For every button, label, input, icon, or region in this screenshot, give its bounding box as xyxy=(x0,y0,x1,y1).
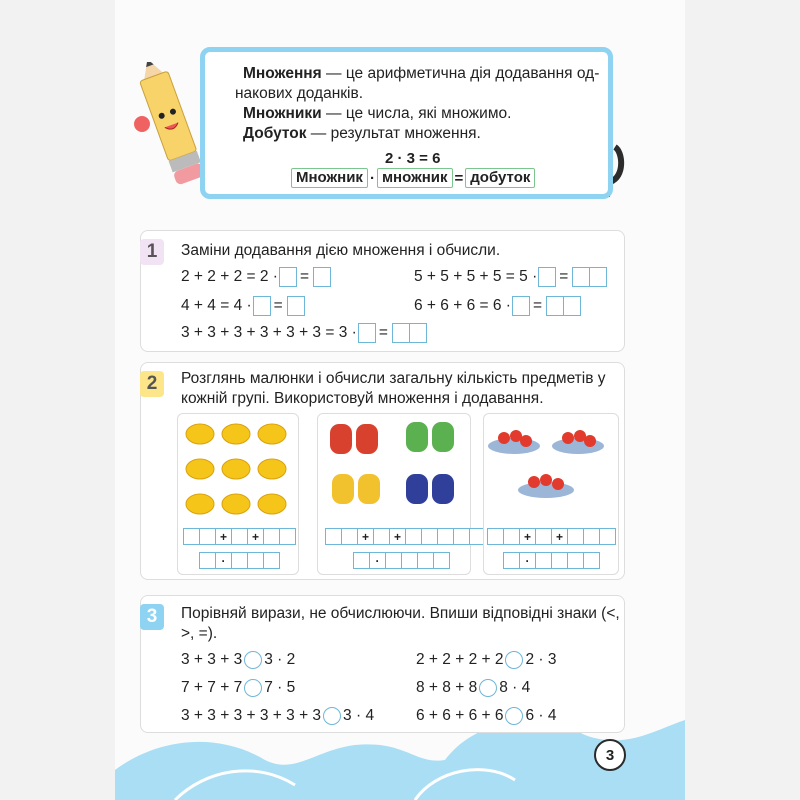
task-3 xyxy=(140,595,625,733)
comparison-row xyxy=(181,707,374,725)
comparison-row xyxy=(181,679,295,697)
equals-sign: = xyxy=(299,268,310,285)
comparison-row xyxy=(181,651,295,669)
expression-text: 3 + 3 + 3 + 3 + 3 + 3 = 3 · xyxy=(181,324,357,341)
comparison-circle[interactable] xyxy=(479,679,497,697)
comparison-circle[interactable] xyxy=(244,679,262,697)
answer-cell[interactable] xyxy=(358,323,376,343)
expression-text: 4 + 4 = 4 · xyxy=(181,297,252,314)
expression-text: 3 + 3 + 3 xyxy=(181,651,243,668)
expression-text: 3 · 2 xyxy=(264,651,296,668)
dot-sign: · xyxy=(369,169,375,187)
comparison-circle[interactable] xyxy=(505,651,523,669)
expression-text: 6 · 4 xyxy=(525,707,557,724)
task-1 xyxy=(140,230,625,352)
term-multiplication: Множення xyxy=(243,65,322,82)
task-instruction: Розглянь малюнки і обчисли загальну кількість предметів у кожній групі. Використовуй множення і додавання. xyxy=(181,370,606,407)
expression-text: 3 + 3 + 3 + 3 + 3 + 3 xyxy=(181,707,322,724)
strawberries-illustration xyxy=(484,414,618,519)
answer-grid-sum[interactable]: + + xyxy=(184,528,296,545)
picture-card-strawberries xyxy=(483,413,619,575)
expression-text: 2 · 3 xyxy=(525,651,557,668)
definition-text: — це числа, які множимо. xyxy=(321,105,512,122)
comparison-row xyxy=(416,651,557,669)
lemons-illustration xyxy=(178,414,298,519)
definition-text: накових доданків. xyxy=(235,85,364,102)
answer-cell-double[interactable] xyxy=(546,296,581,316)
expression-row xyxy=(181,267,331,287)
comparison-circle[interactable] xyxy=(505,707,523,725)
answer-grid-product[interactable]: · xyxy=(200,552,280,569)
comparison-circle[interactable] xyxy=(323,707,341,725)
comparison-circle[interactable] xyxy=(244,651,262,669)
answer-grid-product[interactable]: · xyxy=(504,552,600,569)
expression-text: 7 · 5 xyxy=(264,679,296,696)
answer-cell-double[interactable] xyxy=(572,267,607,287)
answer-grid-sum[interactable]: + + xyxy=(326,528,486,545)
expression-text: 6 + 6 + 6 = 6 · xyxy=(414,297,511,314)
mittens-illustration xyxy=(318,414,470,519)
equation-labels xyxy=(291,168,535,188)
task-number: 3 xyxy=(140,604,164,630)
answer-grid-sum[interactable]: + + xyxy=(488,528,616,545)
expression-row xyxy=(414,267,607,287)
picture-card-lemons xyxy=(177,413,299,575)
comparison-row xyxy=(416,707,557,725)
answer-cell[interactable] xyxy=(512,296,530,316)
equals-sign: = xyxy=(273,297,283,314)
expression-row xyxy=(181,323,427,343)
task-number: 1 xyxy=(140,239,164,265)
expression-text: 8 + 8 + 8 xyxy=(416,679,478,696)
expression-text: 5 + 5 + 5 + 5 = 5 · xyxy=(414,268,538,285)
comparison-row xyxy=(416,679,530,697)
equals-sign: = xyxy=(559,268,569,285)
task-number: 2 xyxy=(140,371,164,397)
picture-card-mittens xyxy=(317,413,471,575)
label-factor-1: Множник xyxy=(291,168,368,188)
expression-text: 2 + 2 + 2 = 2 · xyxy=(181,268,278,285)
page-number: 3 xyxy=(594,739,626,771)
term-product: Добуток xyxy=(243,125,307,142)
expression-row xyxy=(181,296,305,316)
answer-cell[interactable] xyxy=(279,267,297,287)
definition-box xyxy=(200,47,613,199)
expression-text: 2 + 2 + 2 + 2 xyxy=(416,651,504,668)
expression-text: 8 · 4 xyxy=(499,679,531,696)
expression-row xyxy=(414,296,581,316)
task-instruction: Порівняй вирази, не обчислюючи. Впиши відповідні знаки (<, >, =). xyxy=(181,605,620,642)
answer-grid-product[interactable]: · xyxy=(354,552,450,569)
answer-cell[interactable] xyxy=(313,267,331,287)
equals-sign: = xyxy=(454,169,464,187)
task-instruction: Заміни додавання дією множення і обчисли. xyxy=(181,242,501,259)
answer-cell[interactable] xyxy=(287,296,305,316)
label-factor-2: множник xyxy=(377,168,453,188)
definition-text: — результат множення. xyxy=(306,125,481,142)
definition-text: — це арифметична дія додавання од- xyxy=(321,65,600,82)
expression-text: 6 + 6 + 6 + 6 xyxy=(416,707,504,724)
answer-cell[interactable] xyxy=(253,296,271,316)
equals-sign: = xyxy=(532,297,543,314)
label-product: добуток xyxy=(465,168,535,188)
answer-cell[interactable] xyxy=(538,267,556,287)
expression-text: 7 + 7 + 7 xyxy=(181,679,243,696)
term-factors: Множники xyxy=(243,105,322,122)
equals-sign: = xyxy=(378,324,388,341)
task-2 xyxy=(140,362,625,580)
answer-cell-double[interactable] xyxy=(392,323,427,343)
example-equation: 2 · 3 = 6 xyxy=(385,150,441,167)
expression-text: 3 · 4 xyxy=(343,707,375,724)
